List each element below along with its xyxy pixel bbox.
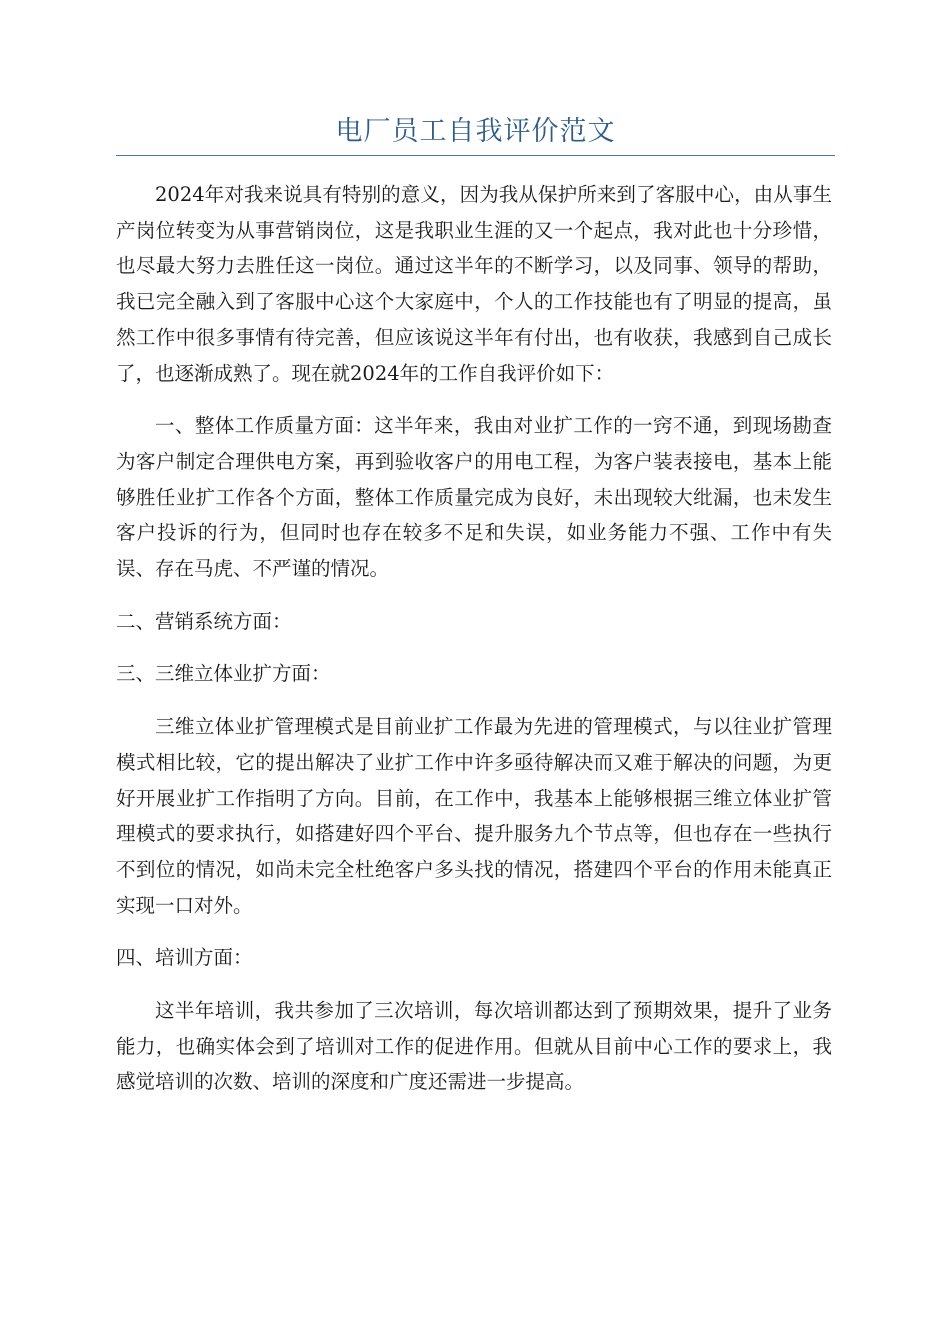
document-body <box>116 177 832 1117</box>
heading-marketing-system: 二、营销系统方面： <box>116 609 292 633</box>
paragraph-3d-business-expansion: 三维立体业扩管理模式是目前业扩工作最为先进的管理模式，与以往业扩管理模式相比较，它的提出解决了业扩工作中许多亟待解决而又难于解决的问题，为更好开展业扩工作指明了方向。目前，在工作中，我基本上能够根据三维立体业扩管理模式的要求执行，如搭建好四个平台、提升服务九个节点等，但也存在一些执行不到位的情况，如尚未完全杜绝客户多头找的情况，搭建四个平台的作用未能真正实现一口对外。 <box>116 715 832 917</box>
heading-training: 四、培训方面： <box>116 946 253 970</box>
paragraph-training: 这半年培训，我共参加了三次培训，每次培训都达到了预期效果，提升了业务能力，也确实体会到了培训对工作的促进作用。但就从目前中心工作的要求上，我感觉培训的次数、培训的深度和广度还需进一步提高。 <box>116 999 832 1094</box>
paragraph-quality: 一、整体工作质量方面：这半年来，我由对业扩工作的一窍不通，到现场勘查为客户制定合理供电方案，再到验收客户的用电工程，为客户装表接电，基本上能够胜任业扩工作各个方面，整体工作质量完成为良好，未出现较大纰漏，也未发生客户投诉的行为，但同时也存在较多不足和失误，如业务能力不强、工作中有失误、存在马虎、不严谨的情况。 <box>116 414 832 581</box>
document-title: 电厂员工自我评价范文 <box>116 112 835 156</box>
paragraph-intro: 2024年对我来说具有特别的意义，因为我从保护所来到了客服中心，由从事生产岗位转变为从事营销岗位，这是我职业生涯的又一个起点，我对此也十分珍惜，也尽最大努力去胜任这一岗位。通过这半年的不断学习，以及同事、领导的帮助，我已完全融入到了客服中心这个大家庭中，个人的工作技能也有了明显的提高，虽然工作中很多事情有待完善，但应该说这半年有付出，也有收获，我感到自己成长了，也逐渐成熟了。现在就2024年的工作自我评价如下： <box>116 183 832 385</box>
heading-3d-business-expansion: 三、三维立体业扩方面： <box>116 662 331 686</box>
